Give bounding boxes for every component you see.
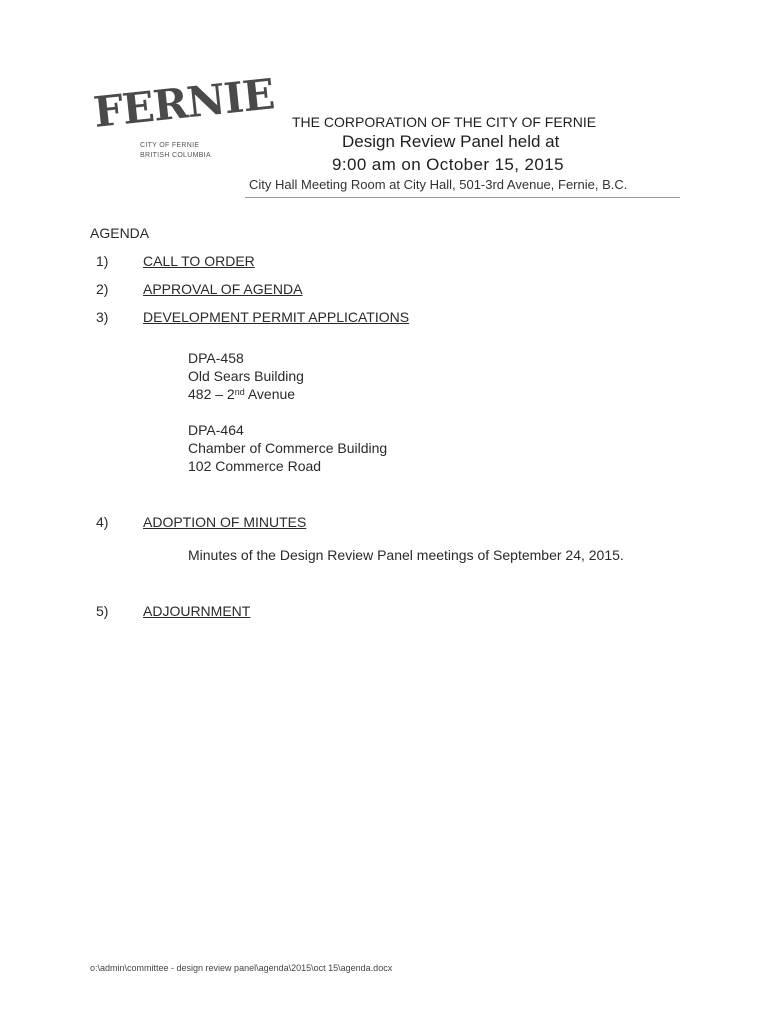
- logo-wordmark: FERNIE: [91, 69, 277, 137]
- item-title-adoption-of-minutes: ADOPTION OF MINUTES: [143, 514, 307, 530]
- permit-id: DPA-458: [188, 350, 244, 366]
- logo-province-line: BRITISH COLUMBIA: [140, 152, 211, 159]
- meeting-location: City Hall Meeting Room at City Hall, 501-3rd Avenue, Fernie, B.C.: [249, 177, 628, 192]
- permit-id: DPA-464: [188, 422, 244, 438]
- item-number-2: 2): [96, 281, 109, 297]
- meeting-datetime: 9:00 am on October 15, 2015: [332, 155, 564, 174]
- header-divider: [245, 197, 680, 198]
- logo-city-line: CITY OF FERNIE: [140, 142, 200, 149]
- city-logo: [91, 69, 277, 172]
- item-title-call-to-order: CALL TO ORDER: [143, 253, 255, 269]
- permit-address: 482 – 2nd Avenue: [188, 386, 296, 402]
- corporation-heading: THE CORPORATION OF THE CITY OF FERNIE: [292, 114, 597, 130]
- item-number-3: 3): [96, 309, 109, 325]
- item-title-adjournment: ADJOURNMENT: [143, 603, 251, 619]
- permit-block-2: [188, 421, 387, 475]
- item-title-approval-of-agenda: APPROVAL OF AGENDA: [143, 281, 303, 297]
- permit-name: Chamber of Commerce Building: [188, 440, 388, 456]
- meeting-title: Design Review Panel held at: [342, 132, 560, 151]
- minutes-description: Minutes of the Design Review Panel meetings of September 24, 2015.: [188, 547, 624, 563]
- permit-block-1: [188, 349, 304, 403]
- item-title-development-permits: DEVELOPMENT PERMIT APPLICATIONS: [143, 309, 410, 325]
- item-number-1: 1): [96, 253, 109, 269]
- item-number-4: 4): [96, 514, 109, 530]
- permit-name: Old Sears Building: [188, 368, 304, 384]
- item-number-5: 5): [96, 603, 109, 619]
- agenda-heading: AGENDA: [90, 225, 150, 241]
- permit-address: 102 Commerce Road: [188, 458, 322, 474]
- document-path-footer: o:\admin\committee - design review panel\agenda\2015\oct 15\agenda.docx: [90, 963, 393, 973]
